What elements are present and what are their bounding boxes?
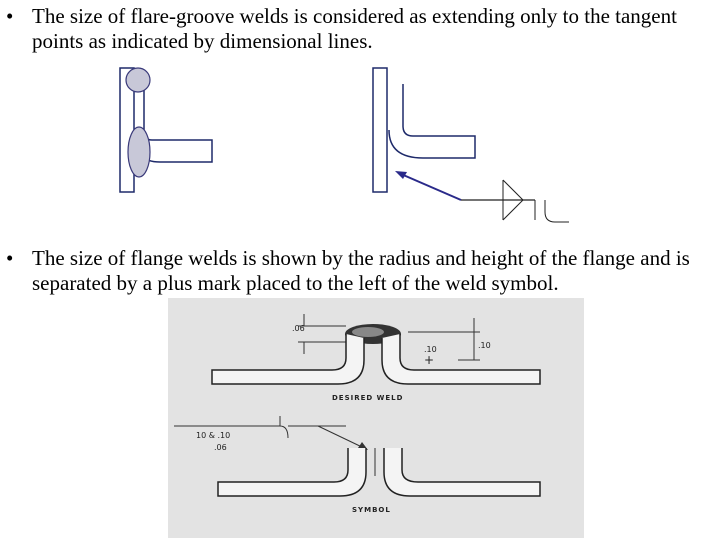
bullet-text-flare-groove: The size of flare-groove welds is considered as extending only to the tangent points as indicated by dimensional lines. <box>32 4 677 53</box>
flange-weld-diagram <box>168 298 584 538</box>
flare-groove-symbol-diagram <box>365 62 580 232</box>
weld-circle-top <box>126 68 150 92</box>
arrow-leader <box>401 174 461 200</box>
plus-mark: + <box>424 353 435 367</box>
flange-weld-scanned-figure <box>168 298 584 538</box>
flange-left-lower <box>218 448 366 496</box>
weld-symbol-other-side <box>503 200 523 220</box>
arrow-leader <box>318 426 364 448</box>
symbol-dims-line1: 10 & .10 <box>196 431 231 440</box>
bent-plate <box>389 84 475 158</box>
flare-groove-weld-diagram <box>100 62 230 202</box>
bullet-marker: • <box>6 4 14 28</box>
symbol-dims-line2: .06 <box>214 443 227 452</box>
vertical-plate <box>373 68 387 192</box>
weld-symbol-arrow-side <box>503 180 523 200</box>
upper-caption: DESIRED WELD <box>332 394 404 402</box>
dim-label-right: .10 <box>478 341 491 350</box>
bullet-text-flange: The size of flange welds is shown by the radius and height of the flange and is separated by a plus mark placed to the left of the weld symbol. <box>32 246 690 295</box>
flange-right-lower <box>384 448 540 496</box>
weld-ellipse-side <box>128 127 150 177</box>
arrow-head <box>395 171 407 179</box>
flange-right <box>382 334 540 384</box>
bullet-marker: • <box>6 246 14 270</box>
weld-bead-texture <box>352 327 384 337</box>
dim-label-right-top: .10 <box>424 345 437 354</box>
dim-label-left: .06 <box>292 324 305 333</box>
flare-symbol <box>535 200 569 222</box>
lower-caption: SYMBOL <box>352 506 391 514</box>
